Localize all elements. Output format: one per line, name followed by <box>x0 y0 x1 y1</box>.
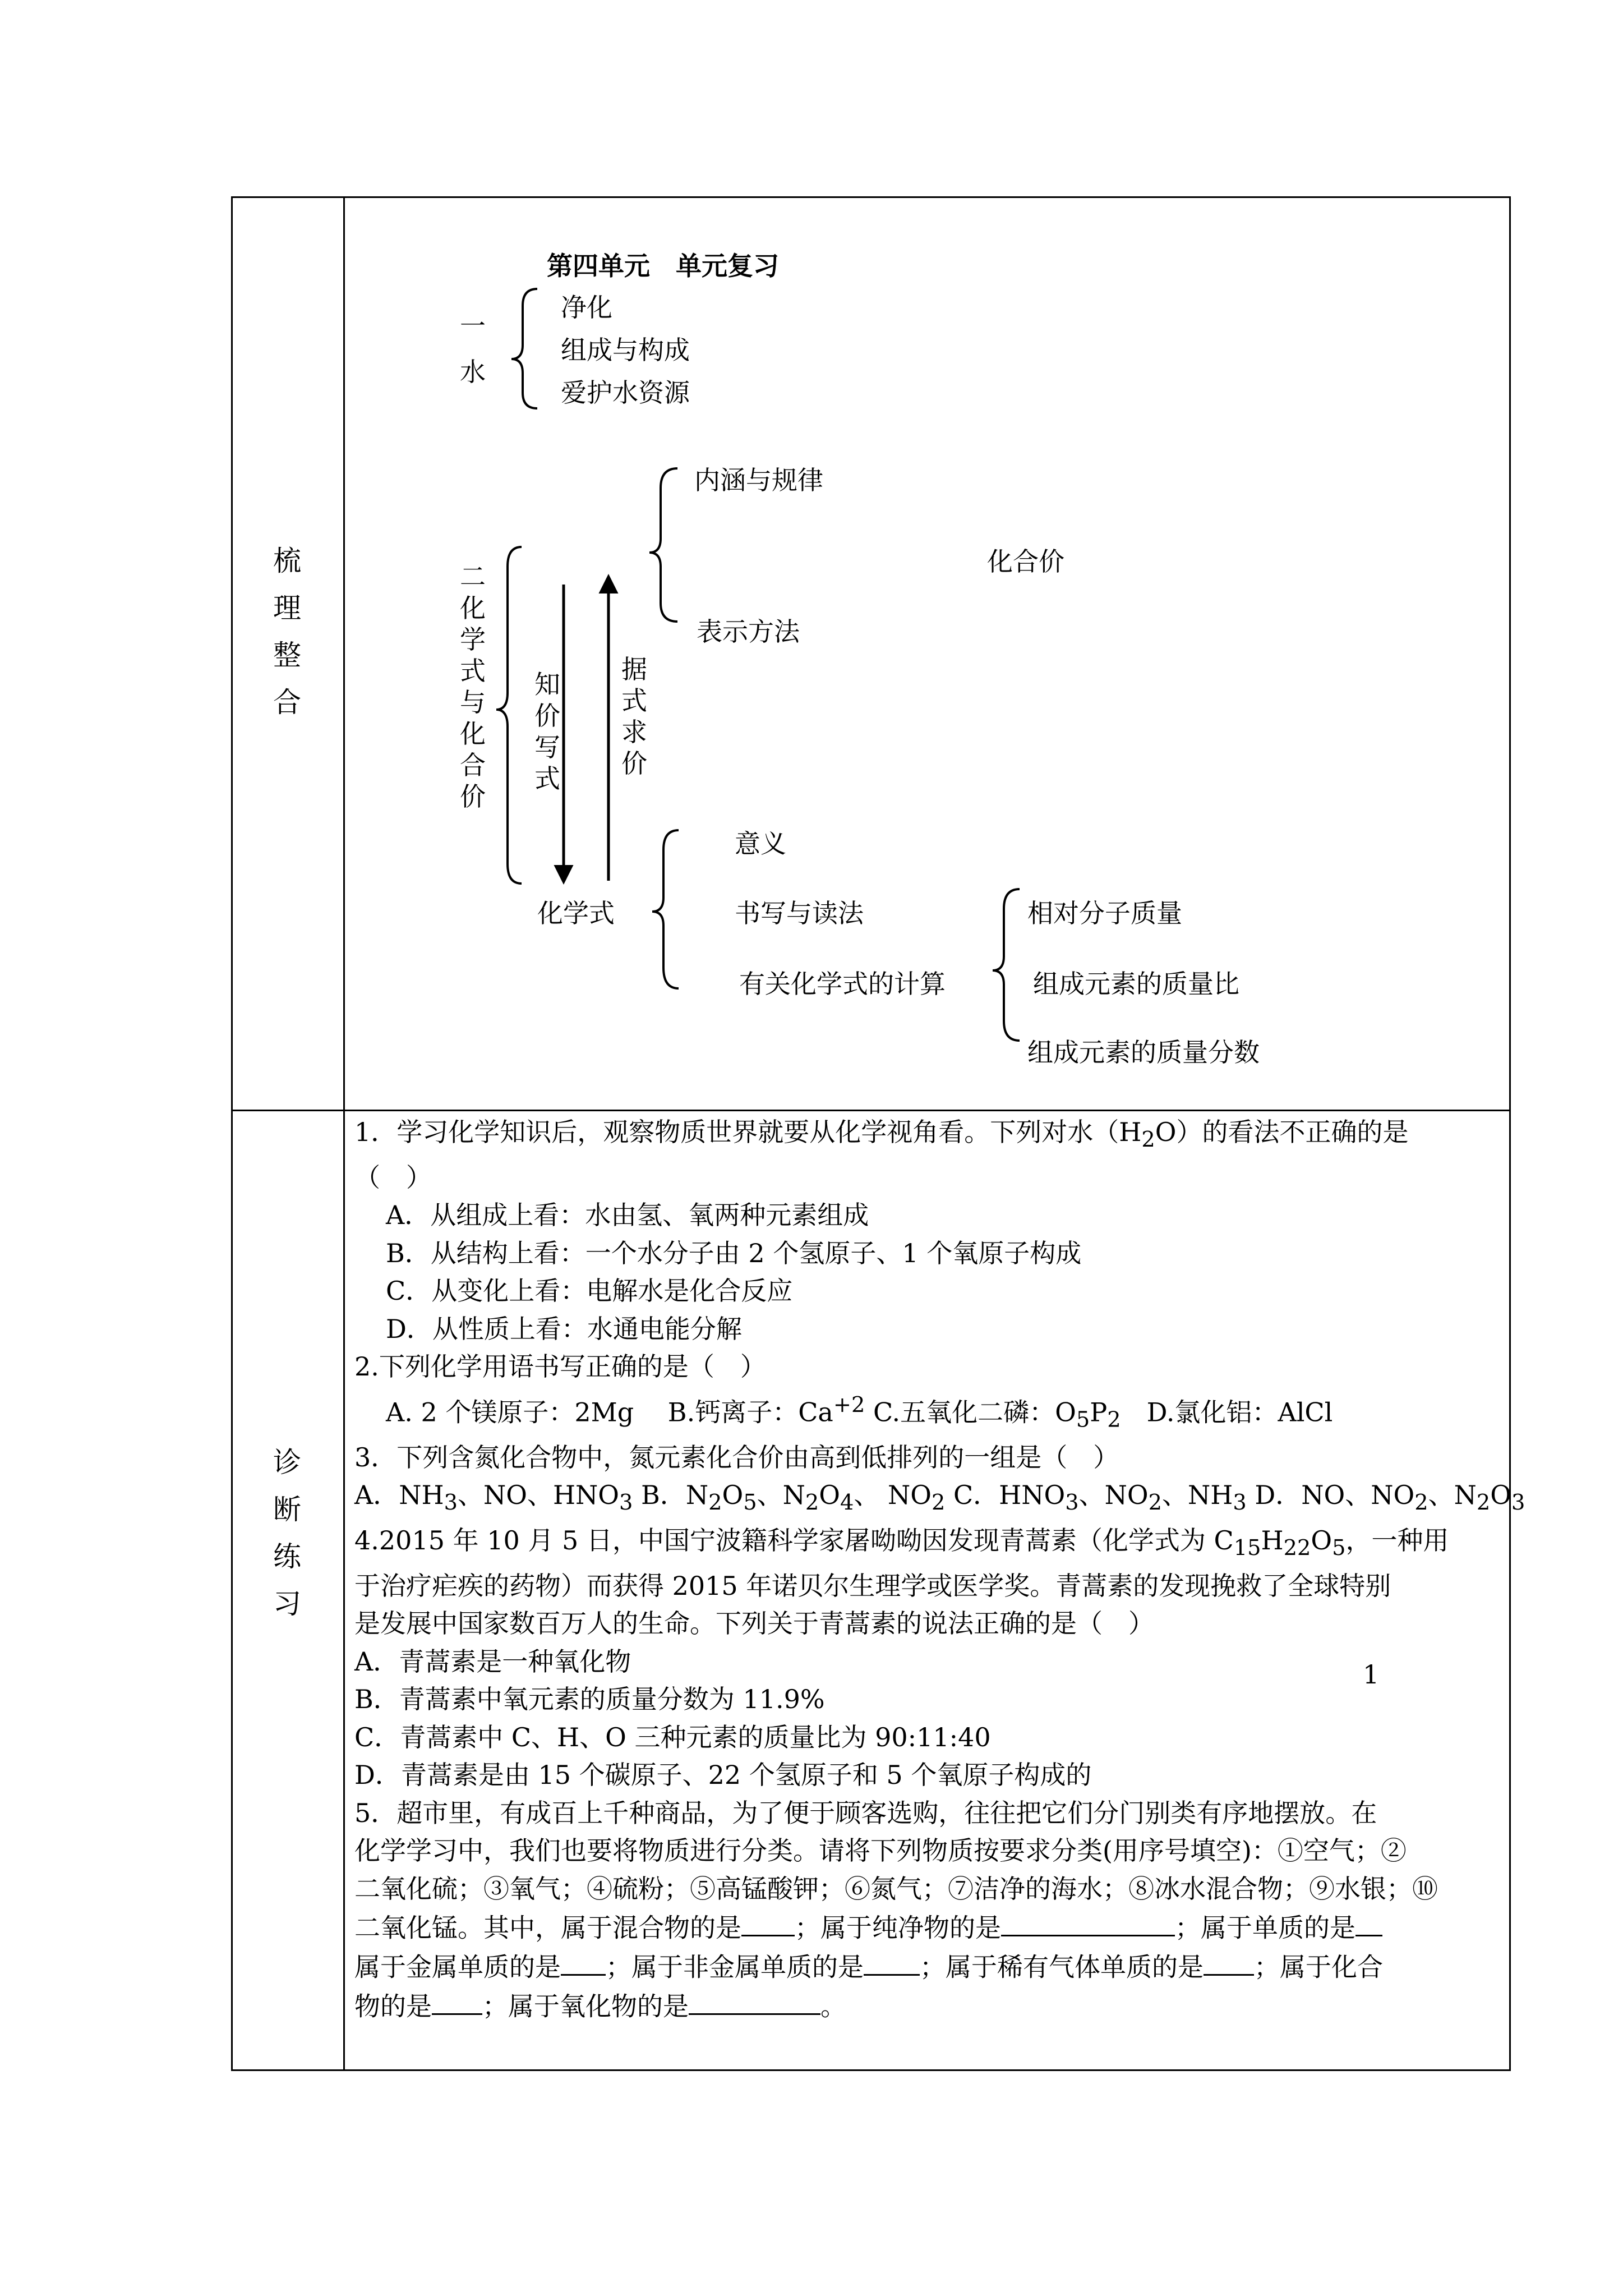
formula-valence-label: 二化学式与化合价 <box>460 562 486 812</box>
water-item: 组成与构成 <box>561 335 690 365</box>
water-item: 净化 <box>561 292 612 323</box>
valence-brace <box>649 468 677 622</box>
water-item: 爱护水资源 <box>561 378 690 408</box>
answer-blank[interactable] <box>741 1908 795 1936</box>
answer-blank[interactable] <box>689 1986 820 2015</box>
formula-item: 有关化学式的计算 <box>739 969 946 999</box>
question-4: 4.2015 年 10 月 5 日，中国宁波籍科学家屠呦呦因发现青蒿素（化学式为 $C_{15}H_{22}O_5$，一种用 于治疗疟疾的药物）而获得 2015 年诺贝尔生理学或医学奖。青蒿素的发现挽救了全球特别 是发展中国家数百万人的生命。下列关于青蒿素的说法正确的是（ ） A．青蒿素是一种氧化物 B．青蒿素中氧元素的质量分数为 11.9% C．青蒿素中 C、H、O 三种元素的质量比为 90:11:40 D．青蒿素是由 15 个碳原子、22 个氢原子和 5 个氧原子构成的 <box>354 1522 1507 1795</box>
answer-blank[interactable] <box>864 1947 920 1976</box>
exercises <box>354 1114 1525 2025</box>
water-brace <box>511 289 537 408</box>
arrow-up-label: 据式求价 <box>621 654 647 779</box>
option: C．从变化上看：电解水是化合反应 <box>386 1276 793 1306</box>
formula-item: 书写与读法 <box>735 898 864 928</box>
option: B．青蒿素中氧元素的质量分数为 11.9% <box>354 1684 825 1715</box>
page-number: 1 <box>1363 1659 1380 1690</box>
option: A．从组成上看：水由氢、氧两种元素组成 <box>386 1200 869 1231</box>
formula-valence-brace <box>496 547 522 884</box>
section-label-review: 梳 理 整 合 <box>273 545 301 719</box>
arrow-down-label: 知价写式 <box>534 669 560 794</box>
section-label-practice: 诊 断 练 习 <box>273 1446 301 1620</box>
answer-blank[interactable] <box>1355 1908 1382 1936</box>
concept-map-lines <box>0 0 1623 1122</box>
water-label: 一水 <box>460 311 486 387</box>
option: C．青蒿素中 C、H、O 三种元素的质量比为 90:11:40 <box>354 1722 991 1752</box>
question-5: 5．超市里，有成百上千种商品，为了便于顾客选购，往往把它们分门别类有序地摆放。在 化学学习中，我们也要将物质进行分类。请将下列物质按要求分类(用序号填空)：①空气；② 二氧化硫；③氧气；④硫粉；⑤高锰酸钾；⑥氮气；⑦洁净的海水；⑧冰水混合物；⑨水银；⑩ 二氧化锰。其中，属于混合物的是 ；属于纯净物的是 ；属于单质的是 属于金属单质的是 ；属于非金属单质的是 ；属于稀有气体单质的是 ；属于化合 物的是 ；属于氧化物的是 。 <box>354 1797 1438 2021</box>
question-3: 3．下列含氮化合物中，氮元素化合价由高到低排列的一组是（ ） A．$NH_3$、NO、$HNO_3$ B．$N_2O_5$、$N_2O_4$、 $NO_2$ C．$HNO_3$、$NO_2$、$NH_3$ D．NO、$NO_2$、$N_2O_3$ <box>354 1442 1525 1516</box>
option: D．从性质上看：水通电能分解 <box>386 1313 742 1344</box>
option: D．青蒿素是由 15 个碳原子、22 个氢原子和 5 个氧原子构成的 <box>354 1760 1092 1791</box>
question-2: 2.下列化学用语书写正确的是（ ） A. 2 个镁原子：2Mg B.钙离子：$Ca^{+2}$ C.五氧化二磷：$O_5P_2$ D.氯化铝：AlCl <box>354 1351 1333 1433</box>
valence-node: 化合价 <box>987 546 1064 577</box>
formula-brace <box>652 830 679 988</box>
calc-brace <box>993 889 1020 1041</box>
calc-item: 相对分子质量 <box>1027 898 1182 928</box>
valence-item: 表示方法 <box>697 616 800 647</box>
question-1: 1．学习化学知识后，观察物质世界就要从化学视角看。下列对水$(H_2O)$的看法不正确的是 （ ） A．从组成上看：水由氢、氧两种元素组成 B．从结构上看：一个水分子由 2 个氢原子、1 个氧原子构成 C．从变化上看：电解水是化合反应 D．从性质上看：水通电能分解 <box>354 1114 1507 1348</box>
formula-item: 意义 <box>735 829 786 859</box>
option: B．从结构上看：一个水分子由 2 个氢原子、1 个氧原子构成 <box>386 1237 1082 1268</box>
answer-blank[interactable] <box>1204 1947 1254 1976</box>
unit-title: 第四单元 单元复习 <box>547 251 779 281</box>
formula-node: 化学式 <box>537 898 615 928</box>
calc-item: 组成元素的质量分数 <box>1027 1037 1260 1068</box>
valence-item: 内涵与规律 <box>694 465 823 495</box>
calc-item: 组成元素的质量比 <box>1033 969 1239 999</box>
answer-blank[interactable] <box>561 1947 606 1976</box>
answer-blank[interactable] <box>1001 1908 1175 1936</box>
option: A．青蒿素是一种氧化物 <box>354 1646 631 1677</box>
answer-blank[interactable] <box>432 1986 482 2015</box>
